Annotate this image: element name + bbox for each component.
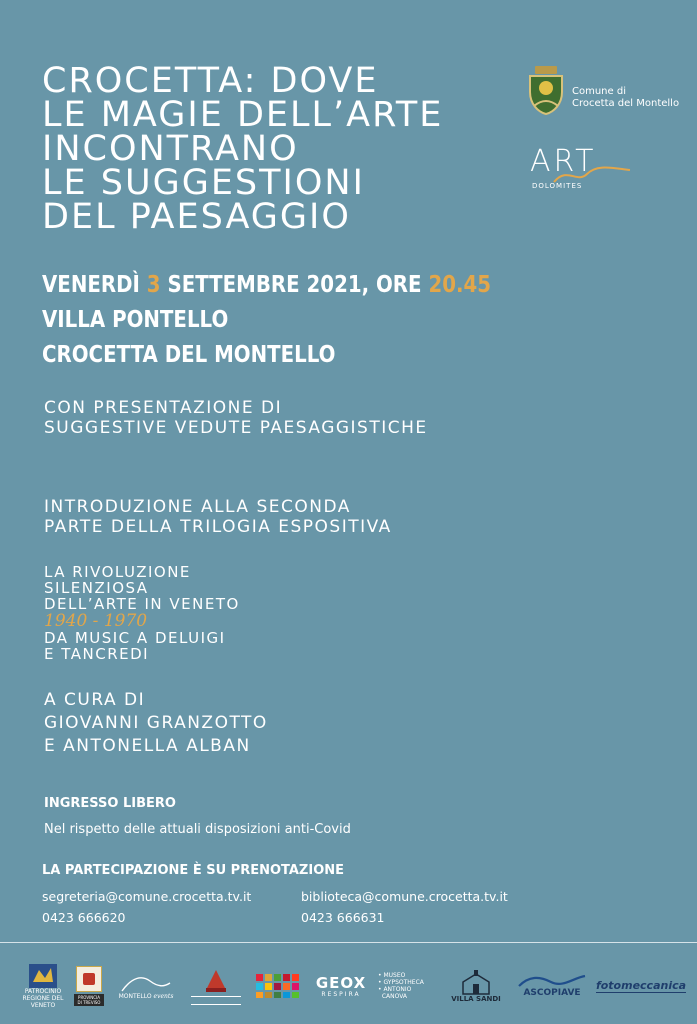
sdg-grid-icon (256, 974, 300, 998)
phone-number: 0423 666620 (42, 910, 126, 925)
event-town: CROCETTA DEL MONTELLO (42, 342, 336, 368)
title-line: LE MAGIE DELL’ARTE (42, 95, 444, 135)
comune-label (572, 86, 679, 110)
villa-building-icon (461, 970, 491, 996)
exhibit-line: SILENZIOSA (44, 579, 149, 597)
covid-notice: Nel rispetto delle attuali disposizioni anti-Covid (44, 822, 351, 837)
crest-icon (526, 66, 566, 116)
montello-script: events (153, 992, 174, 1000)
montello-events-logo (116, 962, 176, 1010)
art-logo-sub: DOLOMITES (532, 182, 583, 190)
ascopiave-wave-icon (517, 974, 587, 988)
museo-line: • MUSEO (378, 972, 406, 979)
poster-title (42, 61, 512, 237)
intro-text (44, 497, 392, 537)
comune-line: Crocetta del Montello (572, 98, 680, 109)
agency-text-bar (191, 996, 241, 1005)
provincia-shield-icon (76, 966, 102, 992)
ascopiave-wordmark: ASCOPIAVE (523, 988, 581, 998)
title-line: LE SUGGESTIONI (42, 163, 365, 203)
footer-divider (0, 942, 697, 943)
presentation-line: SUGGESTIVE VEDUTE PAESAGGISTICHE (44, 418, 428, 438)
presentation-line: CON PRESENTAZIONE DI (44, 398, 283, 418)
event-time: 20.45 (428, 272, 492, 298)
fotomeccanica-logo (595, 962, 687, 1010)
presentation-text (44, 398, 428, 438)
regione-veneto-logo (20, 962, 66, 1010)
date-prefix: VENERDÌ (42, 272, 147, 298)
title-line: DEL PAESAGGIO (42, 197, 351, 237)
intro-line: INTRODUZIONE ALLA SECONDA (44, 497, 351, 517)
comune-logo (526, 66, 686, 122)
agency-emblem-icon (202, 968, 230, 994)
geox-logo (312, 962, 370, 1010)
free-entry-label: INGRESSO LIBERO (44, 796, 176, 811)
geox-tagline: RESPIRA (321, 990, 361, 998)
art-logo-text: ART (530, 144, 597, 179)
contact-biblioteca (301, 886, 508, 928)
email-link[interactable]: biblioteca@comune.crocetta.tv.it (301, 889, 508, 904)
fotomeccanica-wordmark: fotomeccanica (595, 979, 687, 992)
exhibit-line: E TANCREDI (44, 645, 150, 663)
curators-line: E ANTONELLA ALBAN (44, 736, 251, 756)
phone-number: 0423 666631 (301, 910, 385, 925)
event-date (42, 268, 491, 303)
curators-line: A CURA DI (44, 690, 146, 710)
email-link[interactable]: segreteria@comune.crocetta.tv.it (42, 889, 252, 904)
lion-icon (29, 964, 57, 988)
exhibit-line: DA MUSIC A DELUIGI (44, 629, 226, 647)
museo-line: • GYPSOTHECA (378, 979, 424, 986)
geox-wordmark: GEOX (315, 973, 367, 992)
exhibit-title (44, 564, 240, 662)
provincia-treviso-logo (74, 962, 104, 1010)
date-day: 3 (146, 272, 161, 298)
confartigianato-logo (188, 962, 244, 1010)
museo-canova-logo (378, 962, 440, 1010)
mountain-icon (120, 973, 172, 993)
comune-line: Comune di (572, 86, 626, 97)
event-details (42, 268, 564, 373)
reservation-label: LA PARTECIPAZIONE È SU PRENOTAZIONE (42, 863, 345, 878)
museo-line: • ANTONIO (378, 986, 412, 993)
title-line: INCONTRANO (42, 129, 299, 169)
villa-sandi-logo (446, 962, 506, 1010)
title-line: CROCETTA: DOVE (42, 61, 379, 101)
ascopiave-logo (514, 962, 590, 1010)
exhibit-line: DELL’ARTE IN VENETO (44, 595, 240, 613)
event-venue: VILLA PONTELLO (42, 307, 229, 333)
curators-line: GIOVANNI GRANZOTTO (44, 713, 268, 733)
villa-sandi-label: VILLA SANDI (451, 994, 501, 1003)
exhibit-years: 1940 - 1970 (44, 611, 148, 631)
curators (44, 689, 268, 758)
regione-label: PATROCINIO REGIONE DEL VENETO (22, 987, 64, 1009)
sdg-logo (254, 962, 302, 1010)
provincia-label: PROVINCIA DI TREVISO (74, 994, 104, 1006)
museo-line: CANOVA (378, 993, 408, 1000)
art-dolomites-logo (530, 144, 640, 196)
montello-label: MONTELLO (118, 992, 152, 1000)
intro-line: PARTE DELLA TRILOGIA ESPOSITIVA (44, 517, 392, 537)
date-middle: SETTEMBRE 2021, ORE (160, 272, 429, 298)
contact-segreteria (42, 886, 251, 928)
exhibit-line: LA RIVOLUZIONE (44, 563, 191, 581)
